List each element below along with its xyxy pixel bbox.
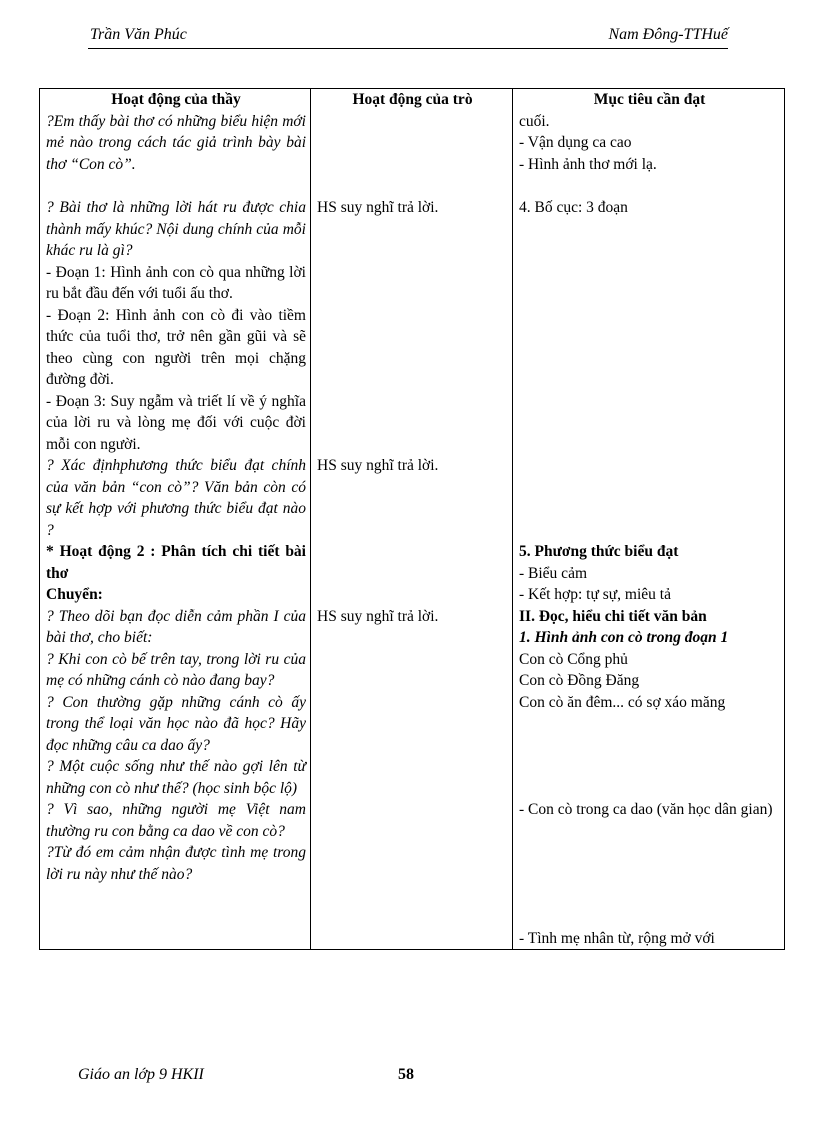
teacher-cell [40,175,311,455]
student-answer: HS suy nghĩ trả lời. [317,199,439,216]
goal-line: Con cò Cổng phủ [519,650,628,668]
teacher-question: ? Bài thơ là những lời hát ru được chia thành mấy khúc? Nội dung chính của mỗi khác ru là gì? [46,199,306,259]
teacher-item: - Đoạn 1: Hình ảnh con cò qua những lời ru bắt đầu đến với tuổi ấu thơ. [46,263,306,302]
activity-heading: * Hoạt động 2 : Phân tích chi tiết bài thơ [46,543,306,582]
goal-title: II. Đọc, hiểu chi tiết văn bản [519,607,707,625]
student-answer: HS suy nghĩ trả lời. [317,457,439,474]
student-cell [311,541,513,606]
header-school: Nam Đông-TTHuế [608,26,728,43]
goal-line: cuối. [519,112,550,130]
goal-line: - Hình ảnh thơ mới lạ. [519,155,657,173]
goal-cell [513,111,785,176]
header-author: Trần Văn Phúc [90,26,187,43]
goal-cell [513,455,785,541]
goal-cell [513,175,785,455]
teacher-cell [40,541,311,606]
table-row [40,175,785,455]
goal-line: - Kết hợp: tự sự, miêu tả [519,586,671,603]
goal-cell [513,606,785,950]
goal-line: - Biểu cảm [519,564,588,582]
goal-line: Con cò ăn đêm... có sợ xáo măng [519,693,726,711]
goal-line: - Vận dụng ca cao [519,134,632,151]
teacher-question: ?Từ đó em cảm nhận được tình mẹ trong lời ru này như thế nào? [46,844,306,883]
teacher-question: ? Xác địnhphương thức biểu đạt chính của văn bản “con cò”? Văn bản còn có sự kết hợp với phương thức biểu đạt nào ? [46,457,306,539]
teacher-question: ? Vì sao, những người mẹ Việt nam thường ru con bằng ca dao về con cò? [46,801,306,840]
student-cell [311,455,513,541]
teacher-cell [40,606,311,950]
student-cell [311,606,513,950]
teacher-question: ? Khi con cò bế trên tay, trong lời ru của mẹ có những cánh cò nào đang bay? [46,650,306,689]
goal-title: 5. Phương thức biểu đạt [519,543,679,560]
teacher-question: ? Theo dõi bạn đọc diễn cảm phần I của bài thơ, cho biết: [46,607,306,646]
goal-line: Con cò Đồng Đăng [519,672,640,689]
teacher-cell [40,455,311,541]
table-header-row [40,89,785,111]
teacher-question: ? Một cuộc sống như thế nào gợi lên từ những con cò như thế? (học sinh bộc lộ) [46,758,306,797]
transition-label: Chuyển: [46,586,103,603]
table-row [40,455,785,541]
teacher-item: - Đoạn 3: Suy ngẫm và triết lí về ý nghĩa của lời ru và lòng mẹ đối với cuộc đời mỗi con người. [46,392,306,453]
page-header [88,26,728,49]
student-cell [311,175,513,455]
lesson-table [39,88,785,950]
goal-line: - Con cò trong ca dao (văn học dân gian) [519,801,773,818]
page-number: 58 [398,1066,414,1083]
table-row [40,111,785,176]
teacher-question: ? Con thường gặp những cánh cò ấy trong thể loại văn học nào đã học? Hãy đọc những câu ca dao ấy? [46,693,306,754]
student-answer: HS suy nghĩ trả lời. [317,607,439,625]
goal-subtitle: 1. Hình ảnh con cò trong đoạn 1 [519,629,729,646]
teacher-cell [40,111,311,176]
col-header-student: Hoạt động của trò [311,89,513,111]
footer-book: Giáo an lớp 9 HKII [78,1066,204,1083]
goal-cell [513,541,785,606]
teacher-question: ?Em thấy bài thơ có những biểu hiện mới mẻ nào trong cách tác giả trình bày bài thơ “Con cò”. [46,112,306,173]
teacher-item: - Đoạn 2: Hình ảnh con cò đi vào tiềm thức của tuổi thơ, trở nên gần gũi và sẽ theo cùng con người trên mọi chặng đường đời. [46,306,306,388]
table-row [40,606,785,950]
student-cell [311,111,513,176]
goal-line: - Tình mẹ nhân từ, rộng mở với [519,929,715,947]
col-header-teacher: Hoạt động của thầy [40,89,311,111]
col-header-goal: Mục tiêu cần đạt [513,89,785,111]
goal-line: 4. Bố cục: 3 đoạn [519,199,628,216]
table-row [40,541,785,606]
